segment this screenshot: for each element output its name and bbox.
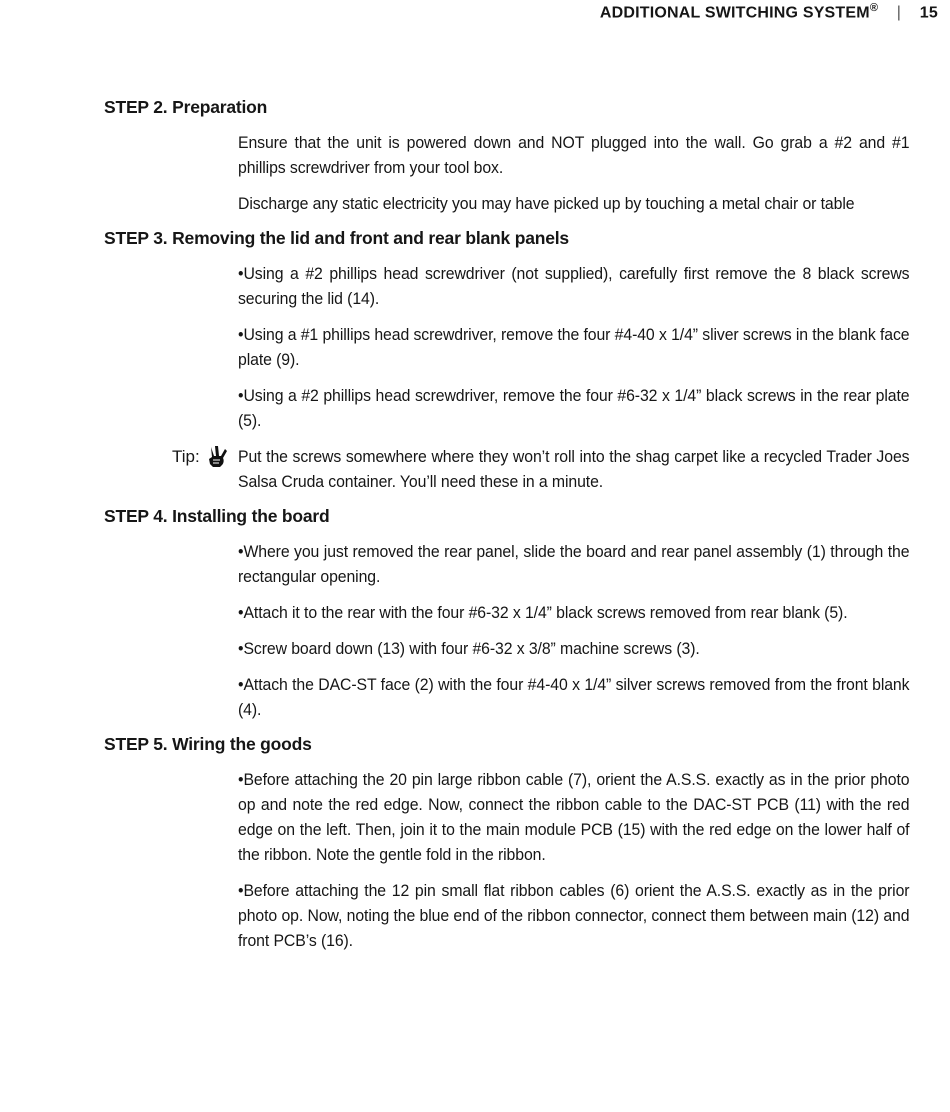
registered-mark: ® (869, 2, 879, 14)
paragraph: Discharge any static electricity you may have picked up by touching a metal chair or table (238, 194, 855, 213)
tip (104, 444, 908, 494)
header-separator: | (896, 4, 902, 22)
step-title: STEP 2. Preparation (104, 97, 268, 117)
paragraph: •Before attaching the 20 pin large ribbon cable (7), orient the A.S.S. exactly as in the prior photo op and note the red edge. Now, connect the ribbon cable to the DAC-ST PCB (11) with the red edge on the left. Then, join it to the main module PCB (15) with the red edge on the lower half of the ribbon. Note the gentle fold in the ribbon. (238, 770, 910, 864)
step-3 (104, 227, 908, 494)
paragraph: •Screw board down (13) with four #6-32 x 3/8” machine screws (3). (238, 639, 700, 658)
paragraph: Ensure that the unit is powered down and NOT plugged into the wall. Go grab a #2 and #1 phillips screwdriver from your tool box. (238, 133, 910, 177)
paragraph: •Attach it to the rear with the four #6-32 x 1/4” black screws removed from rear blank (5). (238, 603, 848, 622)
page-body (104, 96, 908, 964)
running-header (600, 2, 938, 22)
step-4 (104, 505, 908, 722)
tip-label: Tip: (172, 447, 200, 466)
paragraph: •Before attaching the 12 pin small flat ribbon cables (6) orient the A.S.S. exactly as in the prior photo op. Now, noting the blue end of the ribbon connector, connect them between main (12) and front PCB’s (16). (238, 881, 910, 950)
header-title: ADDITIONAL SWITCHING SYSTEM (599, 4, 870, 22)
step-title: STEP 5. Wiring the goods (104, 734, 312, 754)
page-number: 15 (919, 4, 938, 22)
step-2 (104, 96, 908, 216)
peace-hand-icon (206, 445, 228, 469)
paragraph: •Using a #2 phillips head screwdriver, remove the four #6-32 x 1/4” black screws in the rear plate (5). (238, 386, 910, 430)
tip-text: Put the screws somewhere where they won’t roll into the shag carpet like a recycled Trader Joes Salsa Cruda container. You’ll need these in a minute. (238, 447, 910, 491)
step-5 (104, 733, 908, 953)
paragraph: •Using a #1 phillips head screwdriver, remove the four #4-40 x 1/4” sliver screws in the blank face plate (9). (238, 325, 910, 369)
tip-label-group (172, 444, 228, 469)
step-title: STEP 4. Installing the board (104, 506, 330, 526)
paragraph: •Using a #2 phillips head screwdriver (not supplied), carefully first remove the 8 black screws securing the lid (14). (238, 264, 910, 308)
step-title: STEP 3. Removing the lid and front and rear blank panels (104, 228, 569, 248)
paragraph: •Attach the DAC-ST face (2) with the four #4-40 x 1/4” silver screws removed from the front blank (4). (238, 675, 910, 719)
paragraph: •Where you just removed the rear panel, slide the board and rear panel assembly (1) through the rectangular opening. (238, 542, 910, 586)
